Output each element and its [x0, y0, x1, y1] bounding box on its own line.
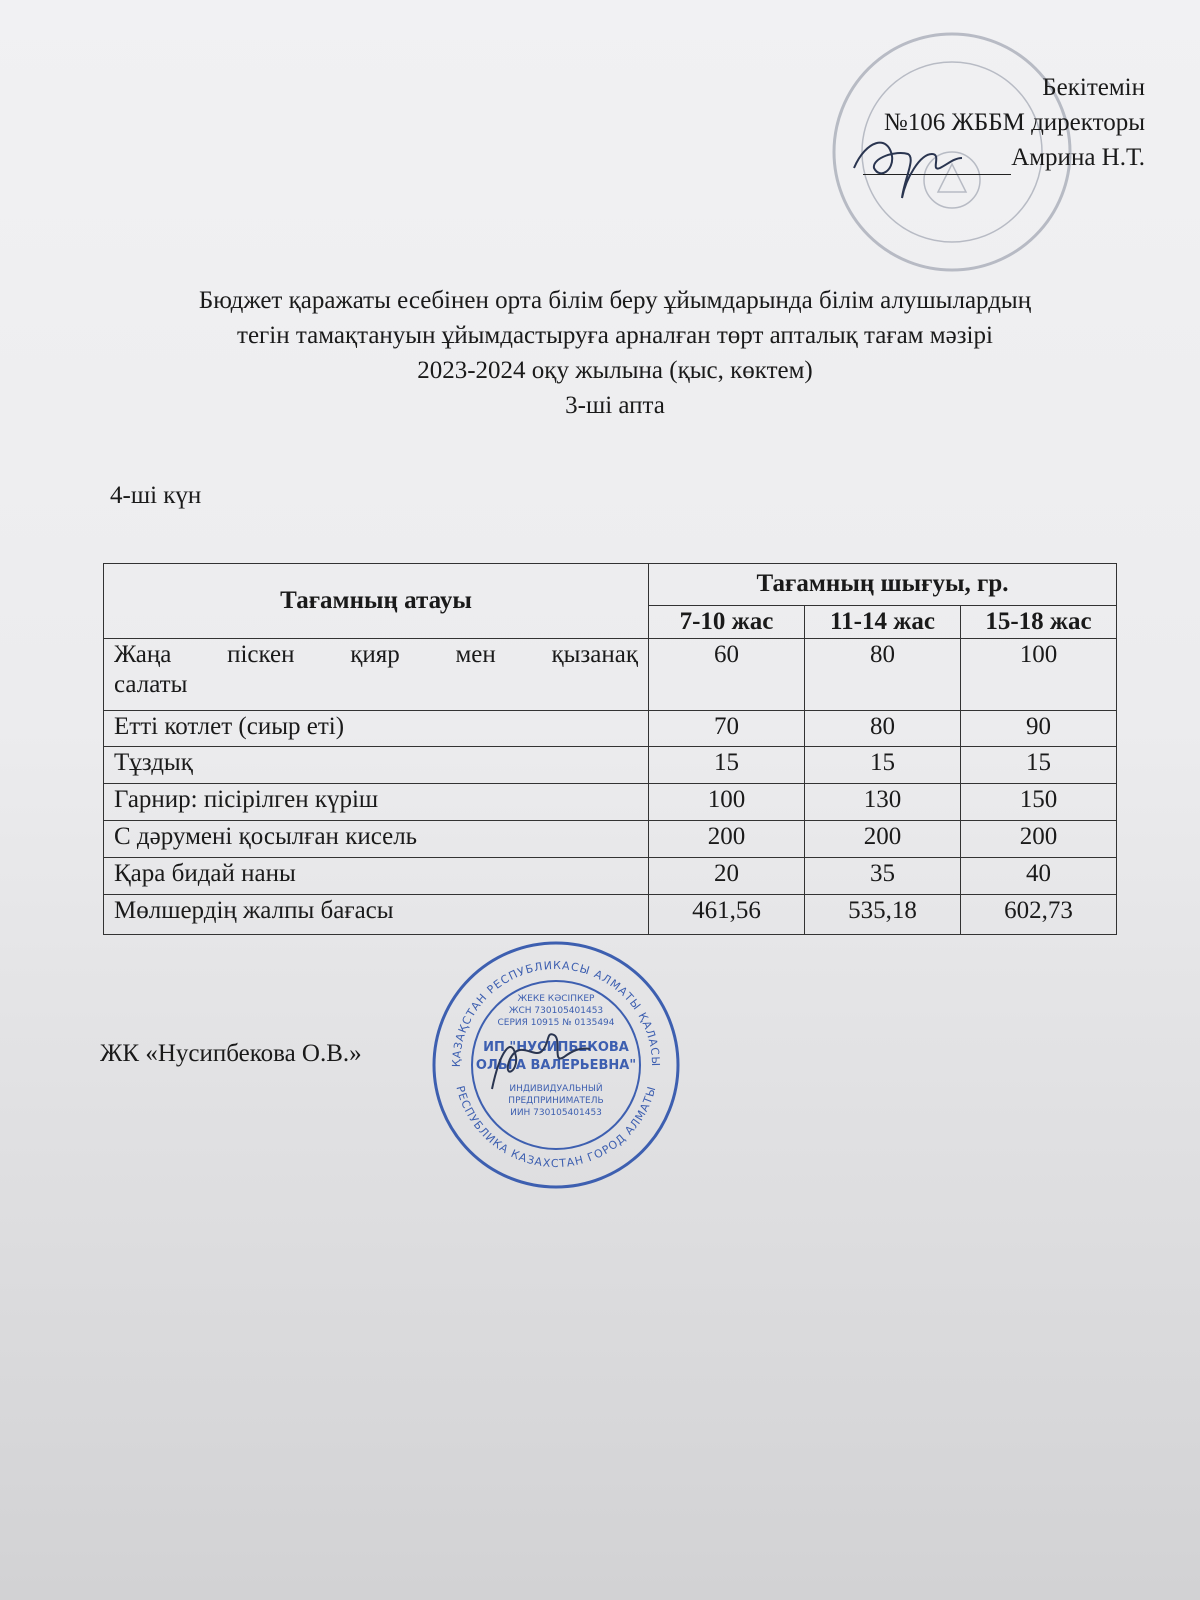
value-15-18: 40 [961, 858, 1117, 895]
table-row-total [104, 895, 1117, 935]
approval-line1: Бекітемін [1042, 74, 1145, 101]
table-row [104, 639, 1117, 711]
total-15-18: 602,73 [961, 895, 1117, 935]
title-line2: тегін тамақтануын ұйымдастыруға арналған төрт апталық тағам мәзірі [237, 322, 993, 349]
value-15-18: 90 [961, 711, 1117, 747]
table-header-row [104, 564, 1117, 606]
title-line4: 3-ші апта [565, 392, 665, 419]
table-row [104, 747, 1117, 784]
table-row [104, 821, 1117, 858]
value-11-14: 80 [805, 639, 961, 711]
value-7-10: 20 [649, 858, 805, 895]
dish-name: Қара бидай наны [104, 858, 649, 895]
value-7-10: 70 [649, 711, 805, 747]
stamp-inner4: ИНДИВИДУАЛЬНЫЙ [509, 1084, 603, 1094]
value-11-14: 35 [805, 858, 961, 895]
stamp-inner2: ЖСН 730105401453 [508, 1006, 604, 1016]
total-11-14: 535,18 [805, 895, 961, 935]
stamp-outer-top: ҚАЗАҚСТАН РЕСПУБЛИКАСЫ АЛМАТЫ ҚАЛАСЫ [449, 958, 663, 1068]
header-output: Тағамның шығуы, гр. [649, 564, 1117, 606]
value-15-18: 150 [961, 784, 1117, 821]
table-row [104, 711, 1117, 747]
age-group-11-14: 11-14 жас [805, 605, 961, 638]
entrepreneur-stamp [430, 939, 682, 1191]
value-15-18: 15 [961, 747, 1117, 784]
value-11-14: 15 [805, 747, 961, 784]
stamp-outer-bottom: РЕСПУБЛИКА КАЗАХСТАН ГОРОД АЛМАТЫ [453, 1084, 659, 1171]
title-line3: 2023-2024 оқу жылына (қыс, көктем) [417, 357, 813, 384]
stamp-name2: ОЛЬГА ВАЛЕРЬЕВНА" [475, 1058, 637, 1073]
value-15-18: 100 [961, 639, 1117, 711]
value-7-10: 200 [649, 821, 805, 858]
total-label: Мөлшердің жалпы бағасы [104, 895, 649, 935]
dish-name: Жаңа піскен қияр мен қызанақ салаты [104, 639, 649, 711]
value-11-14: 200 [805, 821, 961, 858]
value-11-14: 130 [805, 784, 961, 821]
title-line1: Бюджет қаражаты есебінен орта білім беру ұйымдарында білім алушылардың [198, 287, 1032, 314]
header-dish-name: Тағамның атауы [104, 564, 649, 639]
stamp-inner1: ЖЕКЕ КӘСІПКЕР [517, 994, 595, 1004]
value-11-14: 80 [805, 711, 961, 747]
table-row [104, 858, 1117, 895]
stamp-inner3: СЕРИЯ 10915 № 0135494 [497, 1018, 615, 1028]
value-7-10: 15 [649, 747, 805, 784]
director-name: Амрина Н.Т. [1011, 144, 1145, 171]
table-row [104, 784, 1117, 821]
dish-name: Гарнир: пісірілген күріш [104, 784, 649, 821]
dish-name: Тұздық [104, 747, 649, 784]
age-group-15-18: 15-18 жас [961, 605, 1117, 638]
stamp-name1: ИП "НУСИПБЕКОВА [483, 1040, 629, 1055]
stamp-inner6: ИИН 730105401453 [510, 1108, 602, 1118]
stamp-inner5: ПРЕДПРИНИМАТЕЛЬ [508, 1096, 604, 1106]
director-signature-icon [846, 128, 966, 208]
total-7-10: 461,56 [649, 895, 805, 935]
dish-name: Етті котлет (сиыр еті) [104, 711, 649, 747]
value-7-10: 100 [649, 784, 805, 821]
value-15-18: 200 [961, 821, 1117, 858]
approval-line2: №106 ЖББМ директоры [883, 109, 1145, 136]
document-title [70, 283, 1160, 423]
day-label: 4-ші күн [110, 482, 202, 509]
dish-name: С дәрумені қосылған кисель [104, 821, 649, 858]
age-group-7-10: 7-10 жас [649, 605, 805, 638]
menu-table [103, 563, 1117, 935]
value-7-10: 60 [649, 639, 805, 711]
entrepreneur-signature-label: ЖК «Нусипбекова О.В.» [100, 1040, 362, 1067]
